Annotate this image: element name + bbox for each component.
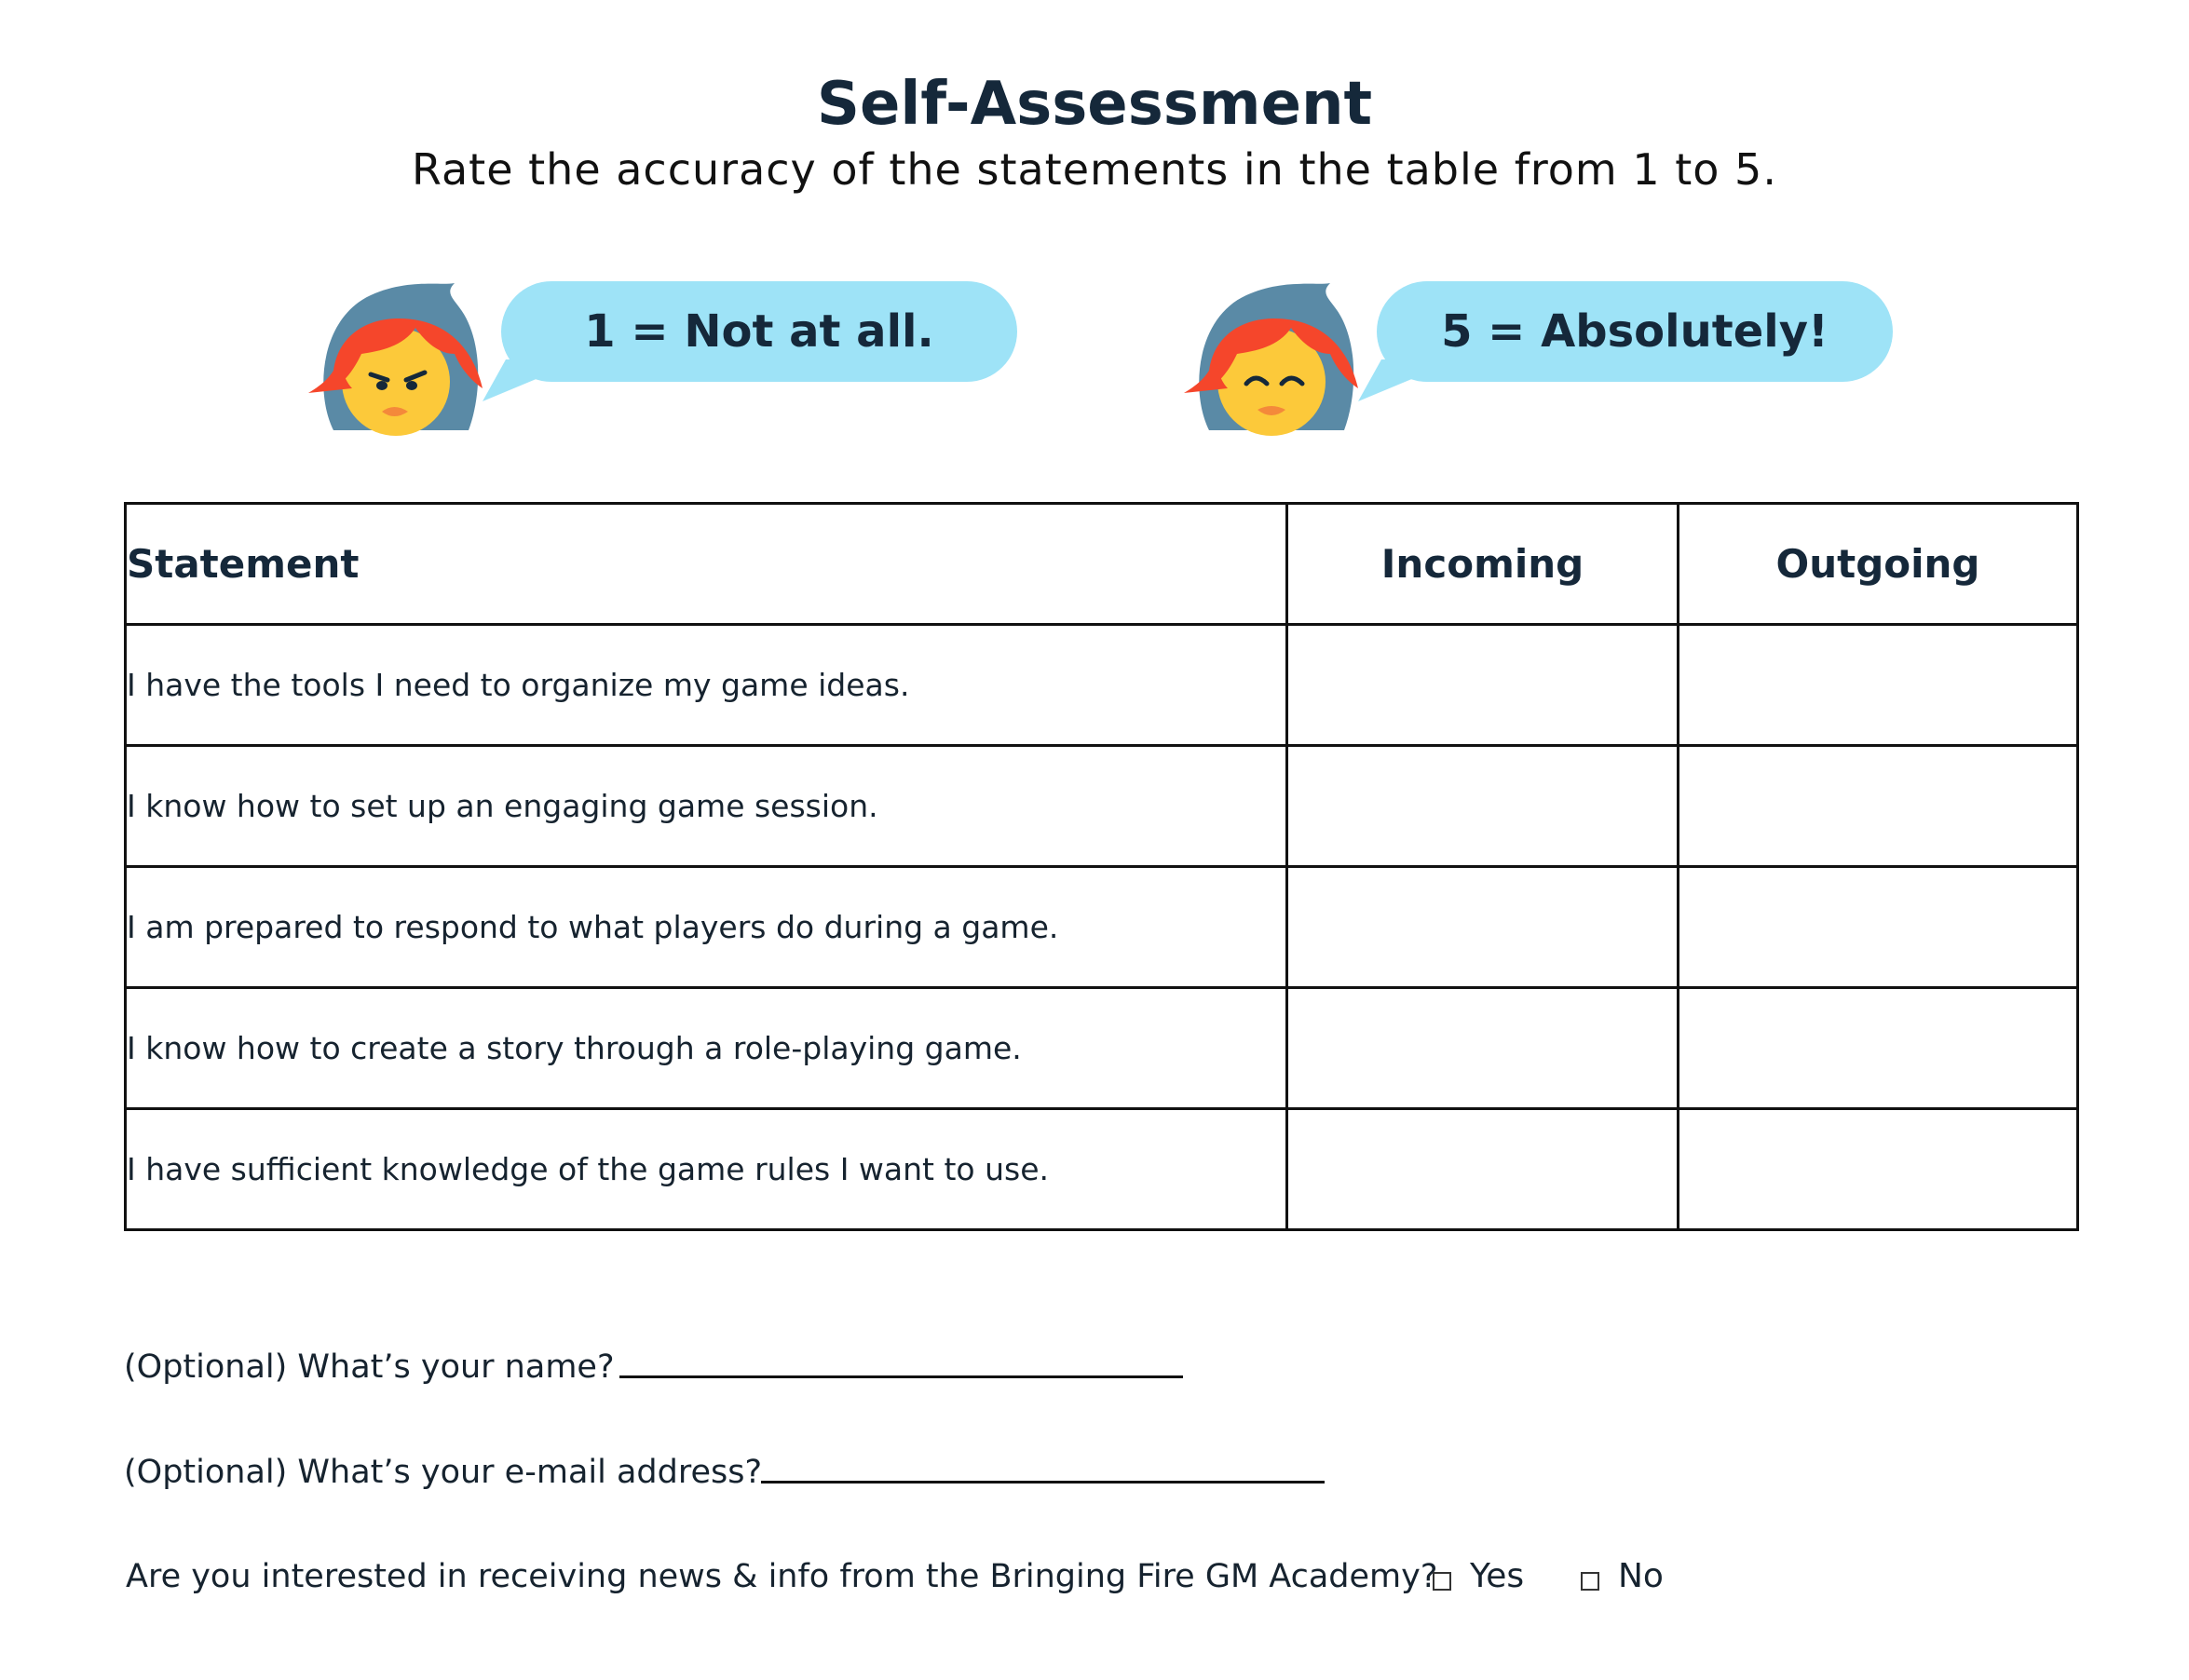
incoming-rating-cell[interactable]	[1287, 746, 1679, 867]
header-incoming: Incoming	[1287, 504, 1679, 625]
bubble-tail-high	[1358, 359, 1423, 406]
statement-cell: I am prepared to respond to what players do during a game.	[126, 867, 1287, 988]
incoming-rating-cell[interactable]	[1287, 867, 1679, 988]
yes-label: Yes	[1470, 1557, 1525, 1595]
outgoing-rating-cell[interactable]	[1679, 746, 2078, 867]
email-input-line[interactable]	[761, 1481, 1325, 1484]
incoming-rating-cell[interactable]	[1287, 625, 1679, 746]
news-question-label: Are you interested in receiving news & info from the Bringing Fire GM Academy?	[126, 1558, 1438, 1595]
table-row	[126, 625, 2078, 746]
outgoing-rating-cell[interactable]	[1679, 625, 2078, 746]
table-row	[126, 988, 2078, 1109]
header-outgoing: Outgoing	[1679, 504, 2078, 625]
frowning-girl-face-icon	[306, 281, 492, 440]
incoming-rating-cell[interactable]	[1287, 988, 1679, 1109]
bubble-tail-low	[483, 359, 548, 406]
name-input-line[interactable]	[619, 1375, 1183, 1378]
statement-cell: I have sufficient knowledge of the game rules I want to use.	[126, 1109, 1287, 1230]
legend-high-bubble: 5 = Absolutely!	[1377, 281, 1893, 382]
assessment-table	[124, 502, 2079, 1231]
statement-cell: I have the tools I need to organize my game ideas.	[126, 625, 1287, 746]
statement-cell: I know how to create a story through a role-playing game.	[126, 988, 1287, 1109]
yes-checkbox[interactable]	[1433, 1572, 1451, 1591]
incoming-rating-cell[interactable]	[1287, 1109, 1679, 1230]
email-question-label: (Optional) What’s your e-mail address?	[124, 1454, 763, 1491]
table-row	[126, 746, 2078, 867]
legend-low-bubble: 1 = Not at all.	[501, 281, 1017, 382]
outgoing-rating-cell[interactable]	[1679, 1109, 2078, 1230]
statement-cell: I know how to set up an engaging game session.	[126, 746, 1287, 867]
outgoing-rating-cell[interactable]	[1679, 988, 2078, 1109]
header-statement: Statement	[126, 504, 1287, 625]
name-question-label: (Optional) What’s your name?	[124, 1348, 615, 1386]
outgoing-rating-cell[interactable]	[1679, 867, 2078, 988]
table-row	[126, 867, 2078, 988]
table-row	[126, 1109, 2078, 1230]
smiling-girl-face-icon	[1181, 281, 1367, 440]
no-label: No	[1618, 1557, 1664, 1595]
page-title: Self-Assessment	[816, 70, 1373, 139]
table-header-row	[126, 504, 2078, 625]
page-subtitle: Rate the accuracy of the statements in the table from 1 to 5.	[412, 144, 1777, 195]
no-checkbox[interactable]	[1581, 1572, 1599, 1591]
